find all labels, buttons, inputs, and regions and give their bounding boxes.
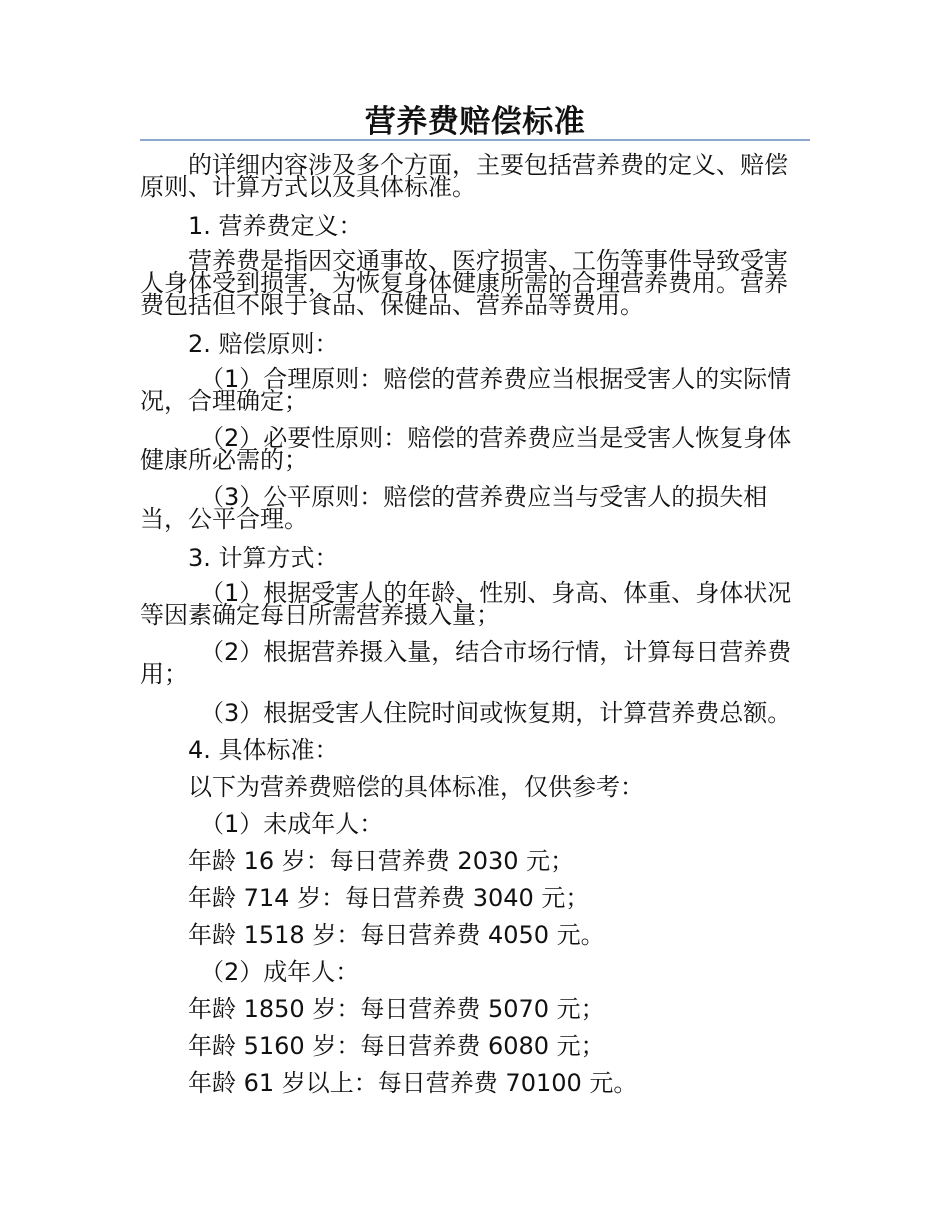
- calculation-item: （3）根据受害人住院时间或恢复期，计算营养费总额。: [200, 699, 792, 727]
- principle-item: （3）公平原则：赔偿的营养费应当与受害人的损失相当，公平合理。: [140, 483, 768, 533]
- document-title: 营养费赔偿标准: [364, 104, 586, 140]
- section-heading-standards: 4. 具体标准：: [188, 736, 339, 764]
- group-heading-minors: （1）未成年人：: [200, 810, 384, 838]
- principle-item: （2）必要性原则：赔偿的营养费应当是受害人恢复身体健康所必需的；: [140, 424, 792, 474]
- section-heading-definition: 1. 营养费定义：: [188, 212, 363, 240]
- section-heading-calculation: 3. 计算方式：: [188, 544, 339, 572]
- standard-item: 年龄 5160 岁：每日营养费 6080 元；: [188, 1032, 605, 1060]
- standard-item: 年龄 61 岁以上：每日营养费 70100 元。: [188, 1069, 638, 1097]
- standard-item: 年龄 1518 岁：每日营养费 4050 元。: [188, 921, 605, 949]
- standard-item: 年龄 1850 岁：每日营养费 5070 元；: [188, 995, 605, 1023]
- calculation-item: （1）根据受害人的年龄、性别、身高、体重、身体状况等因素确定每日所需营养摄入量；: [140, 579, 792, 629]
- standard-item: 年龄 16 岁：每日营养费 2030 元；: [188, 847, 575, 875]
- document-body: [140, 151, 810, 1107]
- section-heading-principles: 2. 赔偿原则：: [188, 330, 339, 358]
- definition-paragraph: 营养费是指因交通事故、医疗损害、工伤等事件导致受害人身体受到损害，为恢复身体健康所需的合理营养费用。营养费包括但不限于食品、保健品、营养品等费用。: [140, 247, 788, 319]
- title-underline: [140, 139, 810, 141]
- calculation-item: （2）根据营养摄入量，结合市场行情，计算每日营养费用；: [140, 638, 792, 688]
- principle-item: （1）合理原则：赔偿的营养费应当根据受害人的实际情况，合理确定；: [140, 365, 792, 415]
- standards-intro: 以下为营养费赔偿的具体标准，仅供参考：: [188, 773, 644, 801]
- standard-item: 年龄 714 岁：每日营养费 3040 元；: [188, 884, 590, 912]
- group-heading-adults: （2）成年人：: [200, 958, 360, 986]
- intro-paragraph: 的详细内容涉及多个方面，主要包括营养费的定义、赔偿原则、计算方式以及具体标准。: [140, 151, 788, 201]
